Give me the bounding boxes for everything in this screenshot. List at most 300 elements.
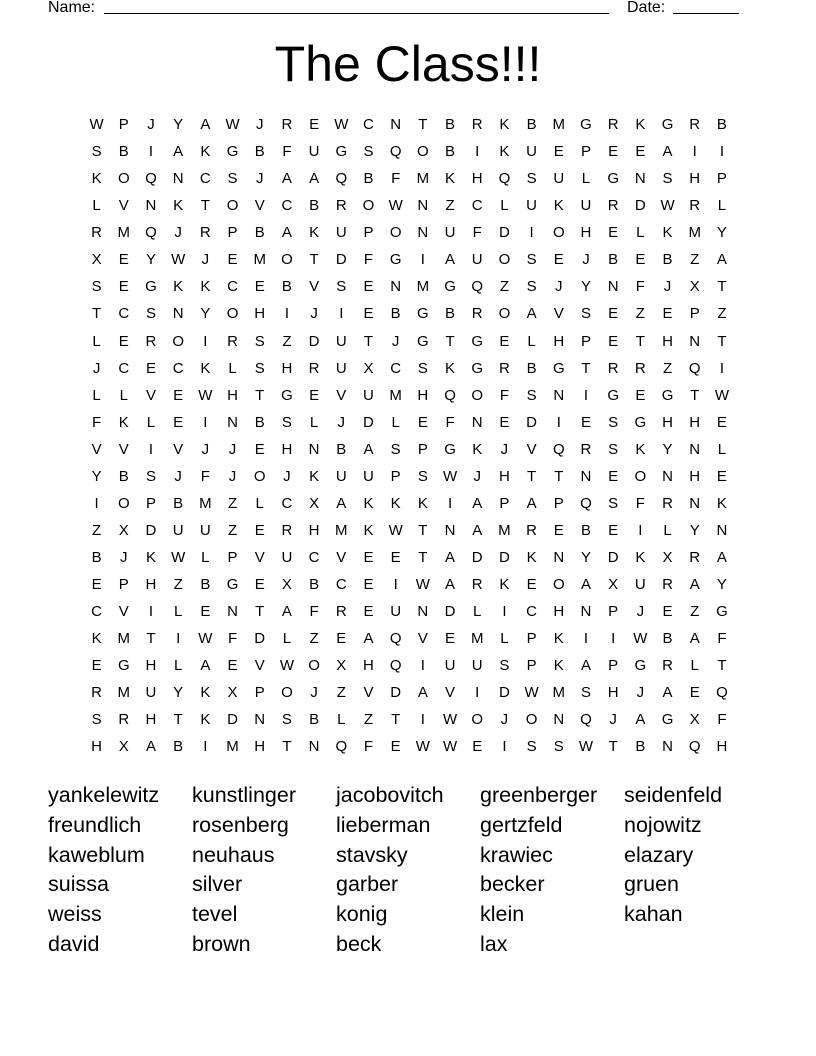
grid-letter[interactable]: L [92,332,101,350]
grid-letter[interactable]: I [148,143,154,161]
grid-letter[interactable]: M [117,224,131,242]
grid-letter[interactable]: I [475,684,480,702]
grid-letter[interactable]: L [581,170,591,188]
grid-letter[interactable]: N [607,278,619,296]
grid-letter[interactable]: W [198,630,213,648]
grid-letter[interactable]: E [173,386,184,404]
grid-letter[interactable]: N [390,278,402,296]
grid-letter[interactable]: L [228,359,237,377]
grid-letter[interactable]: K [200,359,211,377]
grid-letter[interactable]: E [254,278,265,296]
grid-letter[interactable]: E [662,603,673,621]
name-blank-line[interactable] [104,13,609,14]
grid-letter[interactable]: R [471,305,483,323]
grid-letter[interactable]: N [634,170,646,188]
grid-letter[interactable]: W [388,521,403,539]
grid-letter[interactable]: Q [498,170,511,188]
grid-letter[interactable]: K [499,576,510,594]
grid-letter[interactable]: E [608,521,619,539]
grid-letter[interactable]: S [608,494,619,512]
grid-letter[interactable]: H [227,386,238,404]
grid-letter[interactable]: S [417,467,428,485]
grid-letter[interactable]: L [717,440,727,458]
grid-letter[interactable]: O [281,251,293,269]
grid-letter[interactable]: V [254,197,265,215]
grid-letter[interactable]: B [635,738,646,756]
grid-letter[interactable]: W [171,549,186,566]
grid-letter[interactable]: O [471,386,484,404]
grid-letter[interactable]: J [255,116,264,133]
grid-letter[interactable]: E [363,278,374,296]
grid-letter[interactable]: H [689,467,701,485]
grid-letter[interactable]: Q [145,170,157,188]
grid-letter[interactable]: T [581,359,591,377]
grid-letter[interactable]: K [91,630,102,648]
grid-letter[interactable]: F [717,630,727,648]
grid-letter[interactable]: J [255,170,264,188]
grid-letter[interactable]: P [716,170,727,188]
grid-letter[interactable]: A [526,494,537,512]
grid-letter[interactable]: O [362,197,375,215]
date-blank-line[interactable] [673,13,739,14]
grid-letter[interactable]: Y [716,576,727,594]
grid-letter[interactable]: J [120,549,128,566]
grid-letter[interactable]: D [145,521,157,539]
grid-letter[interactable]: Q [389,143,402,161]
grid-letter[interactable]: G [389,251,402,269]
grid-letter[interactable]: B [445,305,456,323]
grid-letter[interactable]: H [689,170,701,188]
grid-letter[interactable]: U [308,143,320,161]
grid-letter[interactable]: E [363,576,374,594]
grid-letter[interactable]: J [310,305,318,323]
grid-letter[interactable]: R [662,494,673,512]
grid-letter[interactable]: N [553,711,565,729]
grid-letter[interactable]: H [662,413,673,431]
grid-letter[interactable]: S [499,657,510,675]
grid-letter[interactable]: C [363,116,374,133]
grid-letter[interactable]: B [716,116,727,133]
grid-letter[interactable]: Q [580,711,592,729]
grid-letter[interactable]: D [498,684,510,702]
grid-letter[interactable]: X [363,359,374,377]
grid-letter[interactable]: K [200,143,211,161]
grid-letter[interactable]: R [662,657,673,675]
grid-letter[interactable]: T [635,332,645,350]
grid-letter[interactable]: Q [145,224,157,242]
grid-letter[interactable]: D [498,224,510,242]
grid-letter[interactable]: H [308,521,320,539]
grid-letter[interactable]: R [145,332,157,350]
grid-letter[interactable]: W [660,197,675,215]
grid-letter[interactable]: S [145,467,156,485]
grid-letter[interactable]: S [553,738,564,756]
grid-letter[interactable]: U [580,197,592,215]
grid-letter[interactable]: N [716,521,728,539]
grid-letter[interactable]: R [607,197,619,215]
grid-letter[interactable]: U [145,684,157,702]
grid-letter[interactable]: D [498,549,510,566]
grid-letter[interactable]: J [337,413,346,431]
grid-letter[interactable]: N [308,440,320,458]
grid-letter[interactable]: V [553,305,564,323]
grid-letter[interactable]: M [688,224,701,242]
grid-letter[interactable]: T [717,278,727,296]
grid-letter[interactable]: P [580,332,591,350]
grid-letter[interactable]: H [145,576,157,594]
grid-letter[interactable]: K [445,170,456,188]
grid-letter[interactable]: C [118,305,130,323]
grid-letter[interactable]: Z [363,711,374,729]
grid-letter[interactable]: Z [717,305,727,323]
grid-letter[interactable]: S [91,711,102,729]
grid-letter[interactable]: D [471,549,483,566]
grid-letter[interactable]: J [500,711,509,729]
grid-letter[interactable]: U [526,143,538,161]
grid-letter[interactable]: A [445,576,456,594]
grid-letter[interactable]: T [418,521,428,539]
grid-letter[interactable]: J [663,278,672,296]
grid-letter[interactable]: S [281,711,292,729]
grid-letter[interactable]: R [91,224,103,242]
grid-letter[interactable]: E [336,630,347,648]
grid-letter[interactable]: H [553,603,565,621]
grid-letter[interactable]: H [254,305,266,323]
grid-letter[interactable]: I [719,359,724,377]
grid-letter[interactable]: B [254,224,265,242]
grid-letter[interactable]: I [148,440,154,458]
grid-letter[interactable]: H [145,657,157,675]
grid-letter[interactable]: M [498,521,511,539]
grid-letter[interactable]: G [281,386,293,404]
grid-letter[interactable]: X [689,278,700,296]
grid-letter[interactable]: E [118,278,129,296]
grid-letter[interactable]: T [554,467,564,485]
grid-letter[interactable]: Q [389,630,402,648]
grid-letter[interactable]: G [417,305,429,323]
grid-letter[interactable]: R [580,440,592,458]
grid-letter[interactable]: J [174,224,182,242]
grid-letter[interactable]: A [689,630,700,648]
grid-letter[interactable]: Z [227,521,238,539]
grid-letter[interactable]: Z [445,197,455,215]
grid-letter[interactable]: S [608,440,619,458]
grid-letter[interactable]: N [254,711,266,729]
grid-letter[interactable]: D [607,549,619,566]
grid-letter[interactable]: K [635,116,646,133]
grid-letter[interactable]: I [502,603,507,621]
grid-letter[interactable]: N [662,467,673,485]
grid-letter[interactable]: E [608,467,619,485]
grid-letter[interactable]: F [472,224,482,242]
grid-letter[interactable]: W [442,711,458,729]
grid-letter[interactable]: W [171,251,186,269]
grid-letter[interactable]: D [526,413,538,431]
grid-letter[interactable]: L [119,386,128,404]
grid-letter[interactable]: M [335,521,348,539]
grid-letter[interactable]: B [662,251,673,269]
grid-letter[interactable]: U [553,170,565,188]
grid-letter[interactable]: A [200,116,211,133]
grid-letter[interactable]: F [309,603,319,621]
grid-letter[interactable]: I [638,521,643,539]
grid-letter[interactable]: I [94,494,99,512]
grid-letter[interactable]: W [524,684,539,702]
grid-letter[interactable]: A [635,711,646,729]
grid-letter[interactable]: O [498,251,511,269]
grid-letter[interactable]: B [91,549,102,566]
grid-letter[interactable]: A [580,576,591,594]
grid-letter[interactable]: S [390,440,401,458]
grid-letter[interactable]: R [471,116,483,133]
grid-letter[interactable]: C [281,197,293,215]
grid-letter[interactable]: X [662,549,673,566]
grid-letter[interactable]: T [608,738,618,756]
grid-letter[interactable]: J [473,467,481,485]
grid-letter[interactable]: O [117,494,130,512]
grid-letter[interactable]: O [552,224,565,242]
grid-letter[interactable]: N [662,738,673,756]
grid-letter[interactable]: W [442,738,458,756]
grid-letter[interactable]: S [526,738,537,756]
grid-letter[interactable]: B [281,278,292,296]
grid-letter[interactable]: E [118,251,129,269]
grid-letter[interactable]: W [442,467,458,485]
grid-letter[interactable]: E [254,576,265,594]
grid-letter[interactable]: B [309,711,320,729]
grid-letter[interactable]: N [444,521,456,539]
grid-letter[interactable]: N [172,305,184,323]
grid-letter[interactable]: E [580,413,591,431]
grid-letter[interactable]: W [279,657,294,675]
grid-letter[interactable]: K [309,224,320,242]
grid-letter[interactable]: C [526,603,538,621]
grid-letter[interactable]: C [199,170,211,188]
grid-letter[interactable]: U [172,521,184,539]
grid-letter[interactable]: H [281,359,293,377]
grid-letter[interactable]: Q [444,386,456,404]
grid-letter[interactable]: M [416,170,430,188]
grid-letter[interactable]: U [335,224,347,242]
grid-letter[interactable]: V [118,197,129,215]
grid-letter[interactable]: C [281,494,293,512]
grid-letter[interactable]: B [662,630,673,648]
grid-letter[interactable]: G [444,278,456,296]
grid-letter[interactable]: J [92,359,101,377]
grid-letter[interactable]: U [199,521,211,539]
grid-letter[interactable]: J [228,467,237,485]
grid-letter[interactable]: M [552,116,566,133]
grid-letter[interactable]: Z [690,251,700,269]
grid-letter[interactable]: G [580,116,592,133]
grid-letter[interactable]: D [390,684,402,702]
grid-letter[interactable]: I [502,738,507,756]
grid-letter[interactable]: B [526,116,537,133]
grid-letter[interactable]: J [636,684,645,702]
grid-letter[interactable]: T [363,332,374,350]
grid-letter[interactable]: A [716,251,727,269]
grid-letter[interactable]: P [689,305,700,323]
grid-letter[interactable]: N [145,197,157,215]
grid-letter[interactable]: A [662,143,673,161]
grid-letter[interactable]: I [284,305,289,323]
grid-letter[interactable]: V [118,603,129,621]
grid-letter[interactable]: Y [580,549,591,566]
grid-letter[interactable]: C [172,359,184,377]
grid-letter[interactable]: S [526,170,537,188]
grid-letter[interactable]: K [173,278,184,296]
grid-letter[interactable]: F [282,143,292,161]
grid-letter[interactable]: Q [335,738,348,756]
grid-letter[interactable]: J [609,711,617,729]
grid-letter[interactable]: K [553,630,564,648]
grid-letter[interactable]: I [583,630,589,648]
grid-letter[interactable]: M [552,684,566,702]
grid-letter[interactable]: B [363,170,374,188]
grid-letter[interactable]: G [471,332,484,350]
grid-letter[interactable]: P [363,224,374,242]
grid-letter[interactable]: L [173,657,183,675]
grid-letter[interactable]: I [148,603,154,621]
grid-letter[interactable]: K [499,143,510,161]
grid-letter[interactable]: T [445,332,455,350]
grid-letter[interactable]: E [390,549,401,566]
grid-letter[interactable]: H [417,386,429,404]
grid-letter[interactable]: W [633,630,648,648]
grid-letter[interactable]: C [308,549,320,566]
grid-letter[interactable]: U [444,224,456,242]
grid-letter[interactable]: S [336,278,347,296]
grid-letter[interactable]: Q [688,738,701,756]
grid-letter[interactable]: P [145,494,156,512]
grid-letter[interactable]: N [689,332,701,350]
grid-letter[interactable]: Z [690,603,700,621]
grid-letter[interactable]: N [417,603,429,621]
grid-letter[interactable]: T [690,386,700,404]
grid-letter[interactable]: G [226,576,239,594]
grid-letter[interactable]: Z [173,576,183,594]
grid-letter[interactable]: T [255,386,265,404]
grid-letter[interactable]: E [145,359,156,377]
grid-letter[interactable]: H [254,738,266,756]
grid-letter[interactable]: A [689,576,700,594]
grid-letter[interactable]: P [499,494,510,512]
grid-letter[interactable]: I [583,386,589,404]
grid-letter[interactable]: D [444,603,456,621]
grid-letter[interactable]: R [607,359,619,377]
grid-letter[interactable]: Q [716,684,728,702]
grid-letter[interactable]: G [607,170,619,188]
grid-letter[interactable]: T [717,657,727,675]
grid-letter[interactable]: H [471,170,483,188]
grid-letter[interactable]: A [336,494,347,512]
grid-letter[interactable]: G [661,116,674,133]
grid-letter[interactable]: E [689,684,700,702]
grid-letter[interactable]: E [363,549,374,566]
grid-letter[interactable]: Z [309,630,319,648]
grid-letter[interactable]: B [390,305,401,323]
grid-letter[interactable]: R [498,359,510,377]
grid-letter[interactable]: H [607,684,619,702]
grid-letter[interactable]: D [335,251,347,269]
grid-letter[interactable]: S [608,413,619,431]
grid-letter[interactable]: E [254,521,265,539]
grid-letter[interactable]: H [553,332,565,350]
grid-letter[interactable]: I [611,630,616,648]
grid-letter[interactable]: N [417,224,429,242]
grid-letter[interactable]: N [227,603,238,621]
grid-letter[interactable]: E [553,251,564,269]
grid-letter[interactable]: L [690,657,699,675]
grid-letter[interactable]: R [689,116,701,133]
grid-letter[interactable]: E [716,467,727,485]
grid-letter[interactable]: K [635,549,646,566]
grid-letter[interactable]: Z [227,494,238,512]
grid-letter[interactable]: S [281,413,292,431]
grid-letter[interactable]: Z [92,521,102,539]
grid-letter[interactable]: O [471,711,484,729]
grid-letter[interactable]: Y [716,224,727,242]
grid-letter[interactable]: G [335,143,348,161]
grid-letter[interactable]: R [634,359,646,377]
grid-letter[interactable]: V [309,278,320,296]
grid-letter[interactable]: U [471,657,483,675]
grid-letter[interactable]: E [254,440,265,458]
grid-letter[interactable]: A [580,657,591,675]
grid-letter[interactable]: R [607,116,619,133]
grid-letter[interactable]: R [335,603,347,621]
grid-letter[interactable]: V [336,549,347,566]
grid-letter[interactable]: O [308,657,320,675]
grid-letter[interactable]: F [635,278,645,296]
grid-letter[interactable]: T [282,738,292,756]
grid-letter[interactable]: L [527,332,536,350]
grid-letter[interactable]: Z [635,305,645,323]
grid-letter[interactable]: X [118,738,129,756]
grid-letter[interactable]: I [420,711,425,729]
grid-letter[interactable]: K [553,657,564,675]
grid-letter[interactable]: R [308,359,320,377]
grid-letter[interactable]: I [420,251,425,269]
grid-letter[interactable]: B [608,251,619,269]
grid-letter[interactable]: S [526,386,537,404]
grid-letter[interactable]: N [580,603,592,621]
grid-letter[interactable]: Y [145,251,156,269]
grid-letter[interactable]: I [475,143,480,161]
grid-letter[interactable]: U [390,603,402,621]
grid-letter[interactable]: S [91,143,102,161]
grid-letter[interactable]: E [635,386,646,404]
grid-letter[interactable]: N [580,467,592,485]
grid-letter[interactable]: F [200,467,210,485]
grid-letter[interactable]: L [717,197,727,215]
grid-letter[interactable]: O [417,143,429,161]
grid-letter[interactable]: D [634,197,646,215]
grid-letter[interactable]: W [89,116,104,133]
grid-letter[interactable]: E [608,332,619,350]
grid-letter[interactable]: J [283,467,291,485]
grid-letter[interactable]: N [417,197,429,215]
grid-letter[interactable]: B [173,494,184,512]
grid-letter[interactable]: X [227,684,238,702]
grid-letter[interactable]: E [499,332,510,350]
grid-letter[interactable]: L [309,413,319,431]
grid-letter[interactable]: V [336,386,347,404]
grid-letter[interactable]: J [310,684,318,702]
grid-letter[interactable]: Y [91,467,102,485]
grid-letter[interactable]: Z [282,332,292,350]
grid-letter[interactable]: K [200,684,211,702]
